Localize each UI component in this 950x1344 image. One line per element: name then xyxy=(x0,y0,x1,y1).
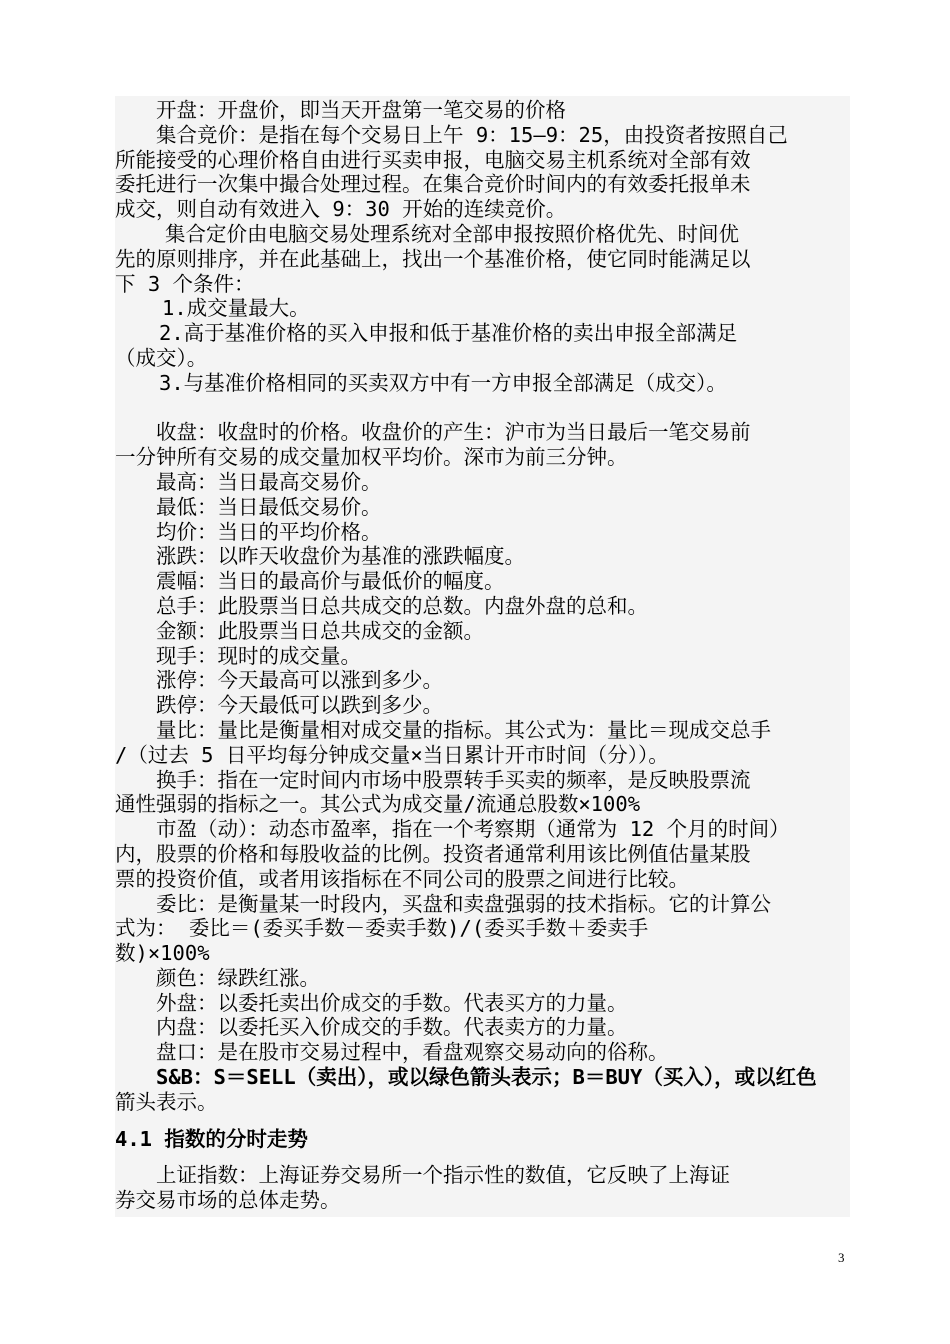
paragraph-shoupan: 收盘：收盘时的价格。收盘价的产生：沪市为当日最后一笔交易前 xyxy=(156,420,751,445)
term-shiying-line: 票的投资价值，或者用该指标在不同公司的股票之间进行比较。 xyxy=(115,866,689,891)
paragraph-jihejingjia-line: 委托进行一次集中撮合处理过程。在集合竞价时间内的有效委托报单未 xyxy=(115,172,751,197)
paragraph-shangzheng-line: 券交易市场的总体走势。 xyxy=(115,1188,341,1213)
term-junjia: 均价：当日的平均价格。 xyxy=(156,519,382,544)
term-zuigao: 最高：当日最高交易价。 xyxy=(156,469,382,494)
condition-item-3: 3.与基准价格相同的买卖双方中有一方申报全部满足（成交）。 xyxy=(159,370,727,395)
paragraph-shoupan-line: 一分钟所有交易的成交量加权平均价。深市为前三分钟。 xyxy=(115,445,628,470)
paragraph-jihedingjia-line: 先的原则排序，并在此基础上，找出一个基准价格，使它同时能满足以 xyxy=(115,246,751,271)
term-neipan: 内盘：以委托买入价成交的手数。代表卖方的力量。 xyxy=(156,1015,628,1040)
term-pankou: 盘口：是在股市交易过程中，看盘观察交易动向的俗称。 xyxy=(156,1040,669,1065)
paragraph-jihejingjia-line: 所能接受的心理价格自由进行买卖申报，电脑交易主机系统对全部有效 xyxy=(115,147,751,172)
term-sb: S&B：S＝SELL（卖出），或以绿色箭头表示；B＝BUY（买入），或以红色 xyxy=(156,1065,817,1090)
paragraph-jihejingjia-line: 成交，则自动有效进入 9：30 开始的连续竞价。 xyxy=(115,197,567,222)
page-number: 3 xyxy=(838,1250,845,1265)
term-zuidi: 最低：当日最低交易价。 xyxy=(156,494,382,519)
term-shiying: 市盈（动）：动态市盈率，指在一个考察期（通常为 12 个月的时间） xyxy=(156,817,790,842)
term-shiying-line: 内，股票的价格和每股收益的比例。投资者通常利用该比例值估量某股 xyxy=(115,841,751,866)
term-weibi-line: 数)×100% xyxy=(115,941,210,966)
condition-item-2-continued: （成交）。 xyxy=(115,345,208,370)
paragraph-jihejingjia: 集合竞价：是指在每个交易日上午 9：15—9：25，由投资者按照自己 xyxy=(156,122,788,147)
paragraph-jihedingjia: 集合定价由电脑交易处理系统对全部申报按照价格优先、时间优 xyxy=(165,221,739,246)
term-waipan: 外盘：以委托卖出价成交的手数。代表买方的力量。 xyxy=(156,990,628,1015)
condition-item-1: 1.成交量最大。 xyxy=(162,296,310,321)
term-liangbi: 量比：量比是衡量相对成交量的指标。其公式为：量比＝现成交总手 xyxy=(156,717,771,742)
term-xianshou: 现手：现时的成交量。 xyxy=(156,643,361,668)
term-liangbi-line: /（过去 5 日平均每分钟成交量×当日累计开市时间（分））。 xyxy=(115,742,669,767)
term-huanshou-line: 通性强弱的指标之一。其公式为成交量/流通总股数×100% xyxy=(115,792,641,817)
paragraph-jihedingjia-line: 下 3 个条件： xyxy=(115,271,255,296)
term-dieting: 跌停：今天最低可以跌到多少。 xyxy=(156,693,443,718)
section-heading: 4.1 指数的分时走势 xyxy=(115,1126,308,1151)
condition-item-2: 2.高于基准价格的买入申报和低于基准价格的卖出申报全部满足 xyxy=(159,321,738,346)
term-weibi: 委比：是衡量某一时段内，买盘和卖盘强弱的技术指标。它的计算公 xyxy=(156,891,771,916)
term-yanse: 颜色：绿跌红涨。 xyxy=(156,965,320,990)
blank-line xyxy=(115,396,850,421)
term-zongshou: 总手：此股票当日总共成交的总数。内盘外盘的总和。 xyxy=(156,593,648,618)
term-huanshou: 换手：指在一定时间内市场中股票转手买卖的频率，是反映股票流 xyxy=(156,767,751,792)
term-zhenfu: 震幅：当日的最高价与最低价的幅度。 xyxy=(156,569,505,594)
term-zhangdie: 涨跌：以昨天收盘价为基准的涨跌幅度。 xyxy=(156,544,525,569)
term-weibi-line: 式为： 委比＝(委买手数－委卖手数)/(委买手数＋委卖手 xyxy=(115,916,649,941)
paragraph-kaipan: 开盘：开盘价，即当天开盘第一笔交易的价格 xyxy=(156,98,566,122)
paragraph-shangzheng: 上证指数：上海证券交易所一个指示性的数值，它反映了上海证 xyxy=(156,1163,730,1188)
page-content xyxy=(115,96,850,1217)
term-sb-line: 箭头表示。 xyxy=(115,1089,218,1114)
term-jine: 金额：此股票当日总共成交的金额。 xyxy=(156,618,484,643)
term-zhangting: 涨停：今天最高可以涨到多少。 xyxy=(156,668,443,693)
